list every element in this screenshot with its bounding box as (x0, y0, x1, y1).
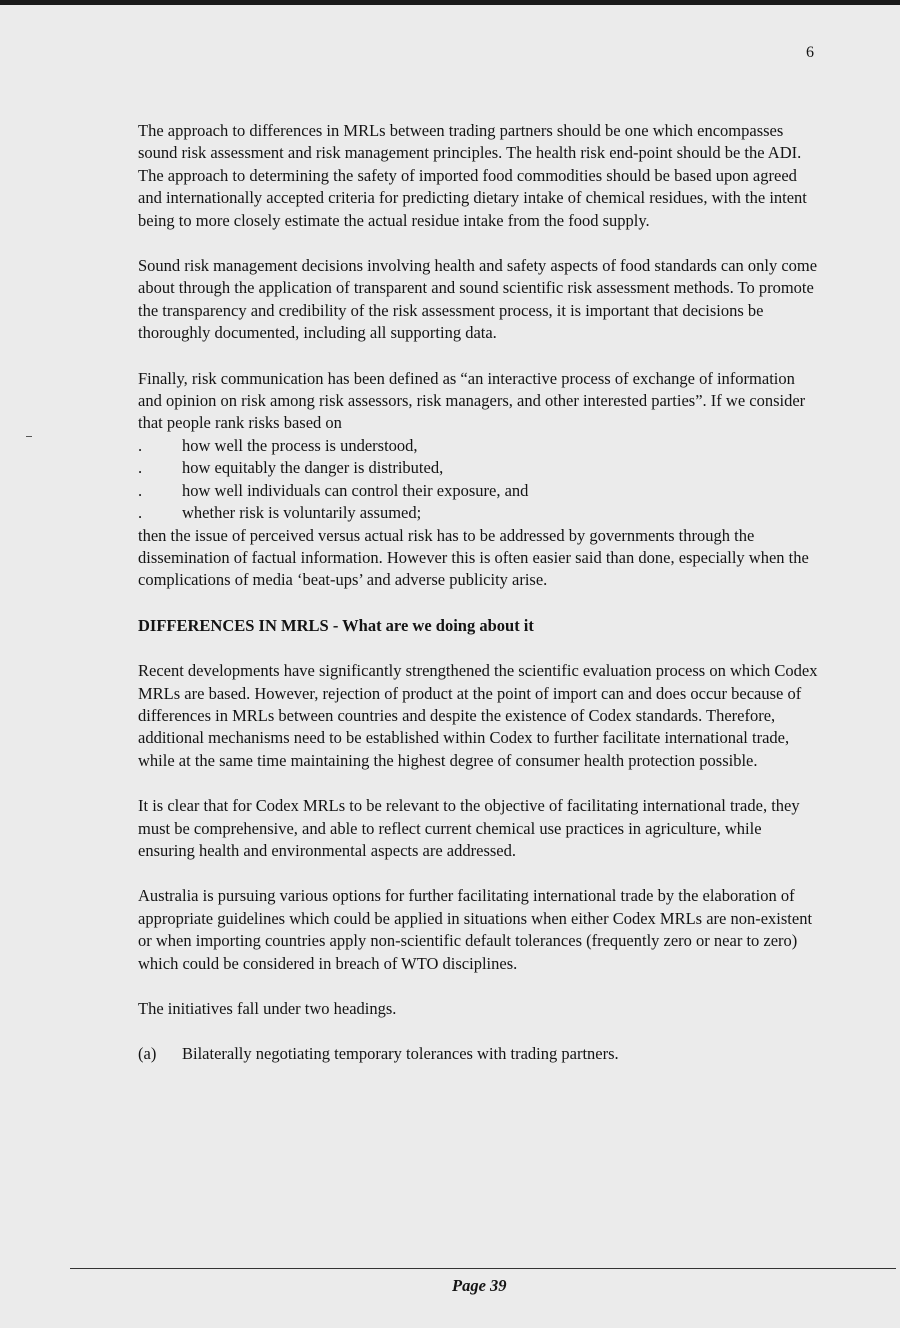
paragraph-perceived-risk: then the issue of perceived versus actual risk has to be addressed by governments through the dissemination of factual information. However this is often easier said than done, especially when the complications of media ‘beat-ups’ and adverse publicity arise. (138, 525, 809, 590)
list-item: . whether risk is voluntarily assumed; (138, 502, 818, 524)
paragraph-risk-communication: Finally, risk communication has been defined as “an interactive process of exchange of information and opinion on risk among risk assessors, risk managers, and other interested parties”. If we consider that people rank risks based on (138, 368, 806, 433)
page-number-top: 6 (806, 44, 814, 61)
bullet-marker: . (138, 458, 143, 478)
list-item: . how well individuals can control their exposure, and (138, 480, 818, 502)
page-footer: Page 39 (452, 1276, 507, 1295)
paragraph-codex-relevance: It is clear that for Codex MRLs to be relevant to the objective of facilitating international trade, they must be comprehensive, and able to reflect current chemical use practices in agriculture, while ensuring health and environmental aspects are addressed. (138, 796, 800, 860)
list-item: . how well the process is understood, (138, 435, 818, 457)
bullet-marker: . (138, 503, 143, 523)
item-text: Bilaterally negotiating temporary tolerances with trading partners. (182, 1044, 619, 1064)
list-item: . how equitably the danger is distributed, (138, 457, 818, 479)
paragraph-australia-options: Australia is pursuing various options for further facilitating international trade by the elaboration of appropriate guidelines which could be applied in situations when either Codex MRLs are non-existent or when importing countries apply non-scientific default tolerances (frequently zero or near to zero) which could be considered in breach of WTO disciplines. (138, 886, 813, 973)
paragraph-initiatives: The initiatives fall under two headings. (138, 999, 397, 1018)
top-border (0, 0, 900, 5)
document-body (138, 120, 818, 1066)
footer-rule (70, 1268, 896, 1269)
risk-ranking-list (138, 435, 818, 525)
paragraph-risk-management: Sound risk management decisions involving health and safety aspects of food standards can only come about through the application of transparent and sound scientific risk assessment methods. To promote the transparency and credibility of the risk assessment process, it is important that decisions be thoroughly documented, including all supporting data. (138, 256, 818, 343)
bullet-marker: . (138, 435, 143, 455)
paragraph-risk-approach: The approach to differences in MRLs between trading partners should be one which encompasses sound risk assessment and risk management principles. The health risk end-point should be the ADI. The approach to determining the safety of imported food commodities should be based upon agreed and internationally accepted criteria for predicting dietary intake of chemical residues, with the intent being to more closely estimate the actual residue intake from the food supply. (138, 121, 807, 230)
paragraph-recent-developments: Recent developments have significantly strengthened the scientific evaluation process on which Codex MRLs are based. However, rejection of product at the point of import can and does occur because of differences in MRLs between countries and despite the existence of Codex standards. Therefore, additional mechanisms need to be established within Codex to further facilitate international trade, while at the same time maintaining the highest degree of consumer health protection possible. (138, 661, 818, 770)
margin-mark (26, 436, 32, 437)
initiative-item-a (138, 1043, 818, 1065)
section-heading: DIFFERENCES IN MRLS - What are we doing about it (138, 615, 534, 635)
item-label: (a) (138, 1044, 157, 1064)
bullet-marker: . (138, 480, 143, 500)
